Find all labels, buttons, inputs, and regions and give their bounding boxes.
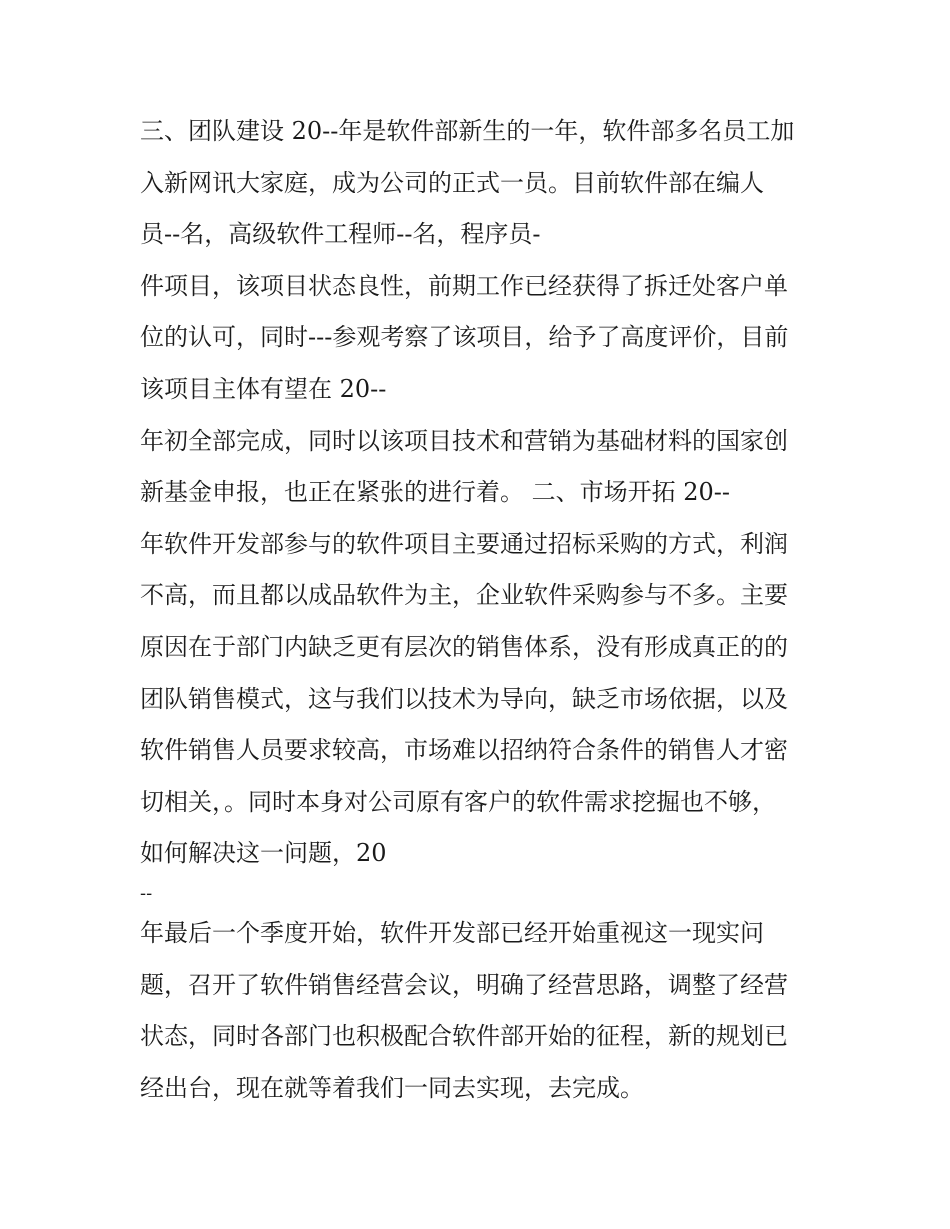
text-line: 年初全部完成，同时以该项目技术和营销为基础材料的国家创: [140, 426, 788, 455]
text-line: 件项目，该项目状态良性，前期工作已经获得了拆迁处客户单: [140, 271, 788, 300]
text-line: 状态，同时各部门也积极配合软件部开始的征程，新的规划已: [140, 1022, 788, 1051]
text-line: 切相关，。同时本身对公司原有客户的软件需求挖掘也不够，: [140, 787, 776, 816]
text-line: 三、团队建设 20--年是软件部新生的一年，软件部多名员工加: [140, 117, 795, 145]
text-line: 题，召开了软件销售经营会议，明确了经营思路，调整了经营: [140, 970, 788, 999]
text-line: 年软件开发部参与的软件项目主要通过招标采购的方式，利润: [140, 529, 788, 558]
text-line: 该项目主体有望在 20--: [140, 374, 387, 403]
text-line: 如何解决这一问题，20: [140, 839, 387, 868]
text-line: 软件销售人员要求较高，市场难以招纳符合条件的销售人才密: [140, 736, 788, 765]
text-line: 年最后一个季度开始，软件开发部已经开始重视这一现实问: [140, 918, 764, 947]
text-line: 原因在于部门内缺乏更有层次的销售体系，没有形成真正的的: [140, 632, 788, 661]
text-line: --: [140, 882, 153, 904]
text-line: 经出台，现在就等着我们一同去实现，去完成。: [140, 1073, 644, 1102]
text-line: 不高，而且都以成品软件为主，企业软件采购参与不多。主要: [140, 581, 788, 610]
text-line: 团队销售模式，这与我们以技术为导向，缺乏市场依据，以及: [140, 684, 788, 713]
text-line: 位的认可，同时---参观考察了该项目，给予了高度评价，目前: [140, 323, 789, 352]
text-line: 新基金申报，也正在紧张的进行着。 二、市场开拓 20--: [140, 478, 731, 507]
text-line: 入新网讯大家庭，成为公司的正式一员。目前软件部在编人: [140, 168, 764, 197]
document-body: [140, 106, 840, 1114]
text-line: 员--名，高级软件工程师--名，程序员-: [140, 220, 541, 249]
